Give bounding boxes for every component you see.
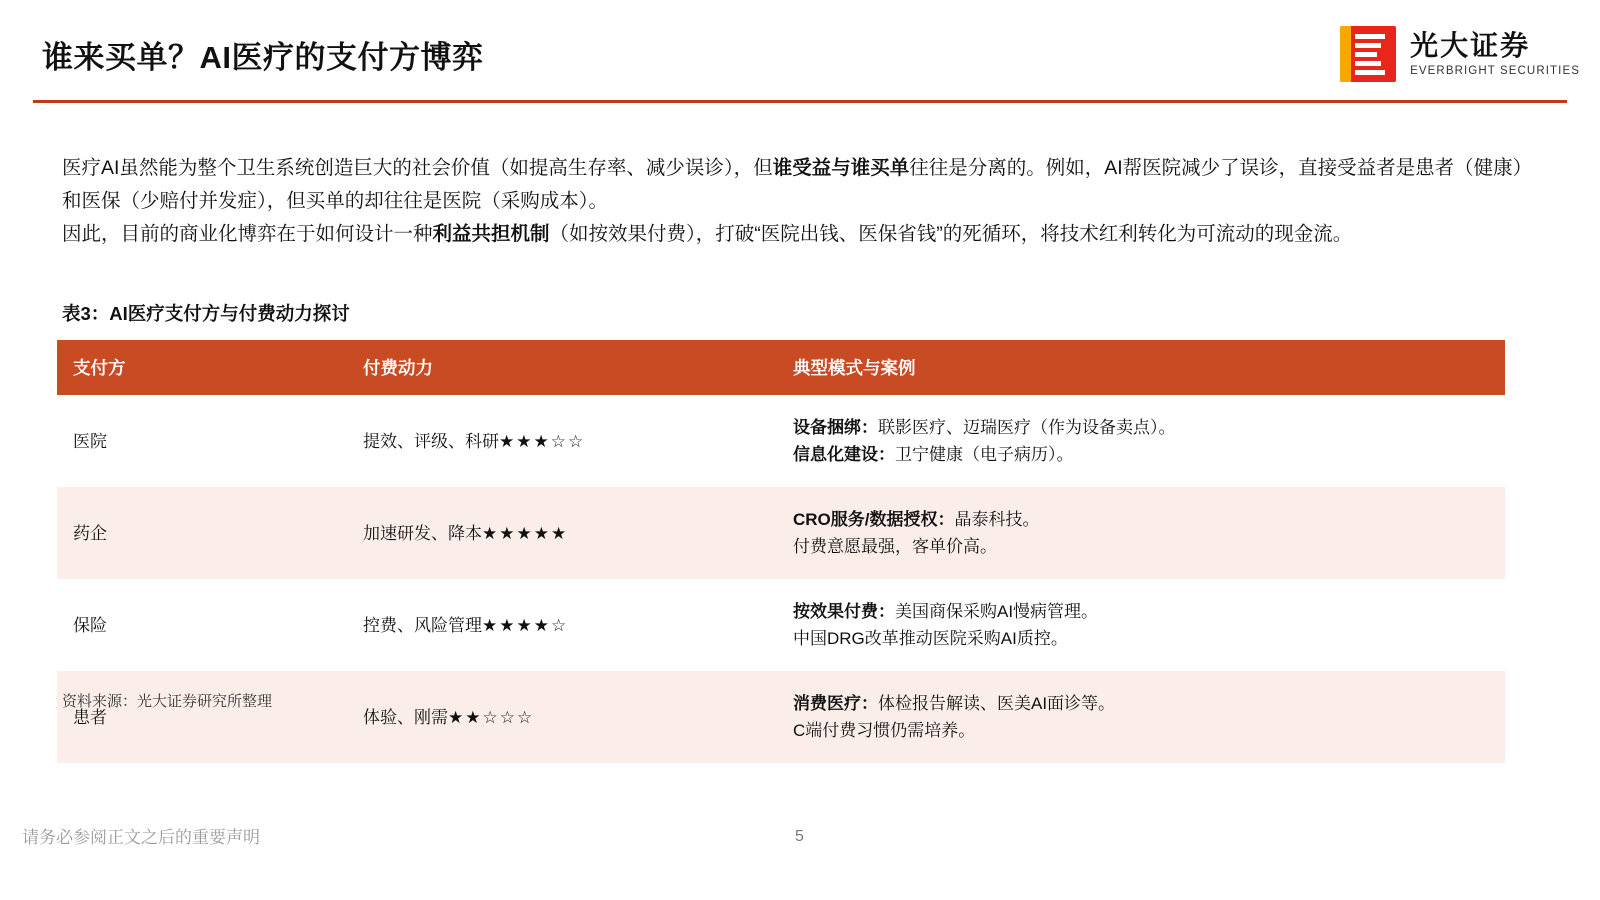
motive-text: 体验、刚需 bbox=[363, 707, 448, 727]
case-lead-2: 信息化建设： bbox=[793, 445, 895, 464]
cell-payer: 医院 bbox=[73, 431, 107, 451]
motive-text: 加速研发、降本 bbox=[363, 523, 482, 543]
case-rest-1: 体检报告解读、医美AI面诊等。 bbox=[878, 694, 1116, 713]
table-row bbox=[57, 671, 1505, 763]
cell-cases bbox=[777, 579, 1505, 671]
paragraph-2-emphasis: 利益共担机制 bbox=[432, 223, 550, 245]
case-lead-1: 消费医疗： bbox=[793, 694, 878, 713]
case-lead-1: 按效果付费： bbox=[793, 602, 895, 621]
table-row bbox=[57, 395, 1505, 487]
cell-motive bbox=[347, 579, 777, 671]
brand-text bbox=[1410, 31, 1580, 78]
rating-stars: ★★☆☆☆ bbox=[448, 707, 535, 727]
case-rest-2: 付费意愿最强，客单价高。 bbox=[793, 537, 997, 556]
case-line-2 bbox=[793, 625, 1489, 652]
table-row bbox=[57, 579, 1505, 671]
paragraph-2-part-a: 因此，目前的商业化博弈在于如何设计一种 bbox=[62, 223, 433, 245]
paragraph-1-emphasis: 谁受益与谁买单 bbox=[772, 157, 910, 179]
table-header-row bbox=[57, 340, 1505, 395]
case-line-1 bbox=[793, 690, 1489, 717]
cell-cases bbox=[777, 671, 1505, 763]
case-rest-2: 中国DRG改革推动医院采购AI质控。 bbox=[793, 629, 1068, 648]
paragraph-1-part-b: 往往是分离的。例如，AI帮医院减少了误诊，直接受益者是患者（健康）和医保（少赔付并发症），但买单的却往往是医院（采购成本）。 bbox=[62, 157, 1533, 212]
slide-header bbox=[0, 0, 1600, 108]
case-line-1 bbox=[793, 506, 1489, 533]
case-rest-1: 晶泰科技。 bbox=[954, 510, 1040, 529]
table-caption: 表3：AI医疗支付方与付费动力探讨 bbox=[62, 303, 350, 324]
cell-payer: 患者 bbox=[57, 671, 347, 763]
brand-logo bbox=[1340, 26, 1580, 82]
case-line-1 bbox=[793, 414, 1489, 441]
case-rest-2: 卫宁健康（电子病历）。 bbox=[895, 445, 1074, 464]
cell-motive bbox=[347, 487, 777, 579]
rating-stars: ★★★☆☆ bbox=[499, 431, 586, 451]
case-line-1 bbox=[793, 598, 1489, 625]
page-title: 谁来买单？AI医疗的支付方博弈 bbox=[42, 40, 484, 75]
cell-cases bbox=[777, 487, 1505, 579]
rating-stars: ★★★★★ bbox=[482, 523, 569, 543]
cell-motive bbox=[347, 671, 777, 763]
paragraph-1-part-a: 医疗AI虽然能为整个卫生系统创造巨大的社会价值（如提高生存率、减少误诊），但 bbox=[62, 157, 773, 179]
footer-disclaimer: 请务必参阅正文之后的重要声明 bbox=[22, 828, 260, 847]
paragraph-1 bbox=[62, 152, 1540, 218]
table-head bbox=[57, 340, 1505, 395]
header-divider bbox=[33, 100, 1567, 103]
case-lead-1: 设备捆绑： bbox=[793, 418, 878, 437]
page-number: 5 bbox=[795, 828, 804, 845]
motive-text: 提效、评级、科研 bbox=[363, 431, 499, 451]
table-body bbox=[57, 395, 1505, 763]
paragraph-2 bbox=[62, 218, 1540, 251]
case-rest-1: 联影医疗、迈瑞医疗（作为设备卖点）。 bbox=[878, 418, 1176, 437]
everbright-logo-icon bbox=[1340, 26, 1396, 82]
column-header-cases: 典型模式与案例 bbox=[777, 340, 1505, 395]
rating-stars: ★★★★☆ bbox=[482, 615, 569, 635]
case-rest-1: 美国商保采购AI慢病管理。 bbox=[895, 602, 1099, 621]
motive-text: 控费、风险管理 bbox=[363, 615, 482, 635]
case-lead-1: CRO服务/数据授权： bbox=[793, 510, 955, 529]
column-header-motive: 付费动力 bbox=[347, 340, 777, 395]
brand-name-cn: 光大证券 bbox=[1410, 29, 1531, 61]
cell-payer: 保险 bbox=[73, 615, 107, 635]
case-rest-2: C端付费习惯仍需培养。 bbox=[793, 721, 976, 740]
cell-motive bbox=[347, 395, 777, 487]
payer-table bbox=[57, 340, 1505, 763]
cell-payer: 药企 bbox=[57, 487, 347, 579]
table-source: 资料来源：光大证券研究所整理 bbox=[62, 693, 273, 710]
case-line-2 bbox=[793, 441, 1489, 468]
brand-name-en: EVERBRIGHT SECURITIES bbox=[1410, 65, 1580, 78]
cell-cases bbox=[777, 395, 1505, 487]
body-copy bbox=[62, 152, 1540, 251]
table-row bbox=[57, 487, 1505, 579]
paragraph-2-part-b: （如按效果付费），打破“医院出钱、医保省钱”的死循环，将技术红利转化为可流动的现金流。 bbox=[549, 223, 1353, 245]
case-line-2 bbox=[793, 717, 1489, 744]
column-header-payer: 支付方 bbox=[57, 340, 347, 395]
case-line-2 bbox=[793, 533, 1489, 560]
